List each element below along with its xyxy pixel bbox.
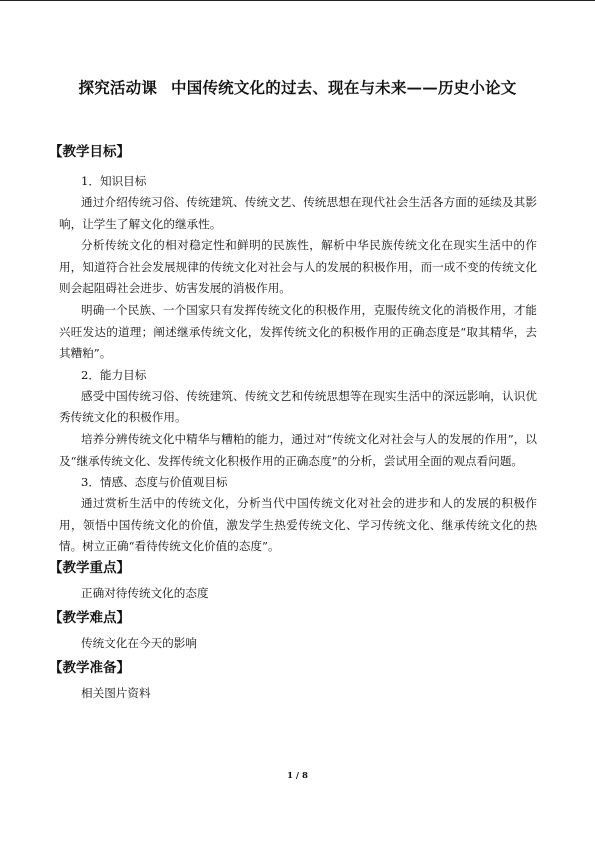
heading-difficulty: 【教学难点】 (49, 609, 130, 626)
knowledge-paragraph-1: 通过介绍传统习俗、传统建筑、传统文艺、传统思想在现代社会生活各方面的延续及其影响，让学生了解文化的继承性。 (59, 195, 537, 231)
knowledge-objective-label: 1．知识目标 (81, 174, 147, 188)
heading-objectives: 【教学目标】 (49, 144, 130, 160)
title-part-2: 中国传统文化的过去、现在与未来——历史小论文 (171, 78, 517, 97)
knowledge-paragraph-2: 分析传统文化的相对稳定性和鲜明的民族性，解析中华民族传统文化在现实生活中的作用，知道符合社会发展规律的传统文化对社会与人的发展的积极作用，而一成不变的传统文化则会起阻碍社会进步、妨害发展的消极作用。 (59, 238, 537, 296)
heading-preparation: 【教学准备】 (49, 659, 130, 676)
ability-objective-label: 2．能力目标 (81, 367, 147, 382)
document-body (49, 142, 537, 704)
title-part-1: 探究活动课 (78, 78, 158, 97)
emotion-objective-label: 3．情感、态度与价值观目标 (81, 475, 228, 490)
document-title (40, 76, 555, 98)
top-rule (0, 0, 595, 1)
difficulty-text: 传统文化在今天的影响 (81, 635, 197, 650)
page-number: 1 / 8 (287, 771, 308, 781)
emotion-paragraph-1: 通过赏析生活中的传统文化，分析当代中国传统文化对社会的进步和人的发展的积极作用，领悟中国传统文化的价值，激发学生热爱传统文化、学习传统文化、继承传统文化的热情。树立正确“看待传统文化价值的态度”。 (59, 496, 537, 554)
preparation-text: 相关图片资料 (81, 685, 151, 700)
ability-paragraph-1: 感受中国传统习俗、传统建筑、传统文艺和传统思想等在现实生活中的深远影响，认识优秀传统文化的积极作用。 (59, 388, 537, 425)
knowledge-paragraph-3: 明确一个民族、一个国家只有发挥传统文化的积极作用，克服传统文化的消极作用，才能兴旺发达的道理；阐述继承传统文化，发挥传统文化的积极作用的正确态度是“取其精华，去其糟粕”。 (59, 302, 537, 361)
key-point-text: 正确对待传统文化的态度 (81, 585, 209, 600)
ability-paragraph-2: 培养分辨传统文化中精华与糟粕的能力，通过对“传统文化对社会与人的发展的作用”，以及“继承传统文化、发挥传统文化积极作用的正确态度”的分析，尝试用全面的观点看问题。 (59, 431, 537, 468)
heading-key-point: 【教学重点】 (49, 559, 130, 576)
